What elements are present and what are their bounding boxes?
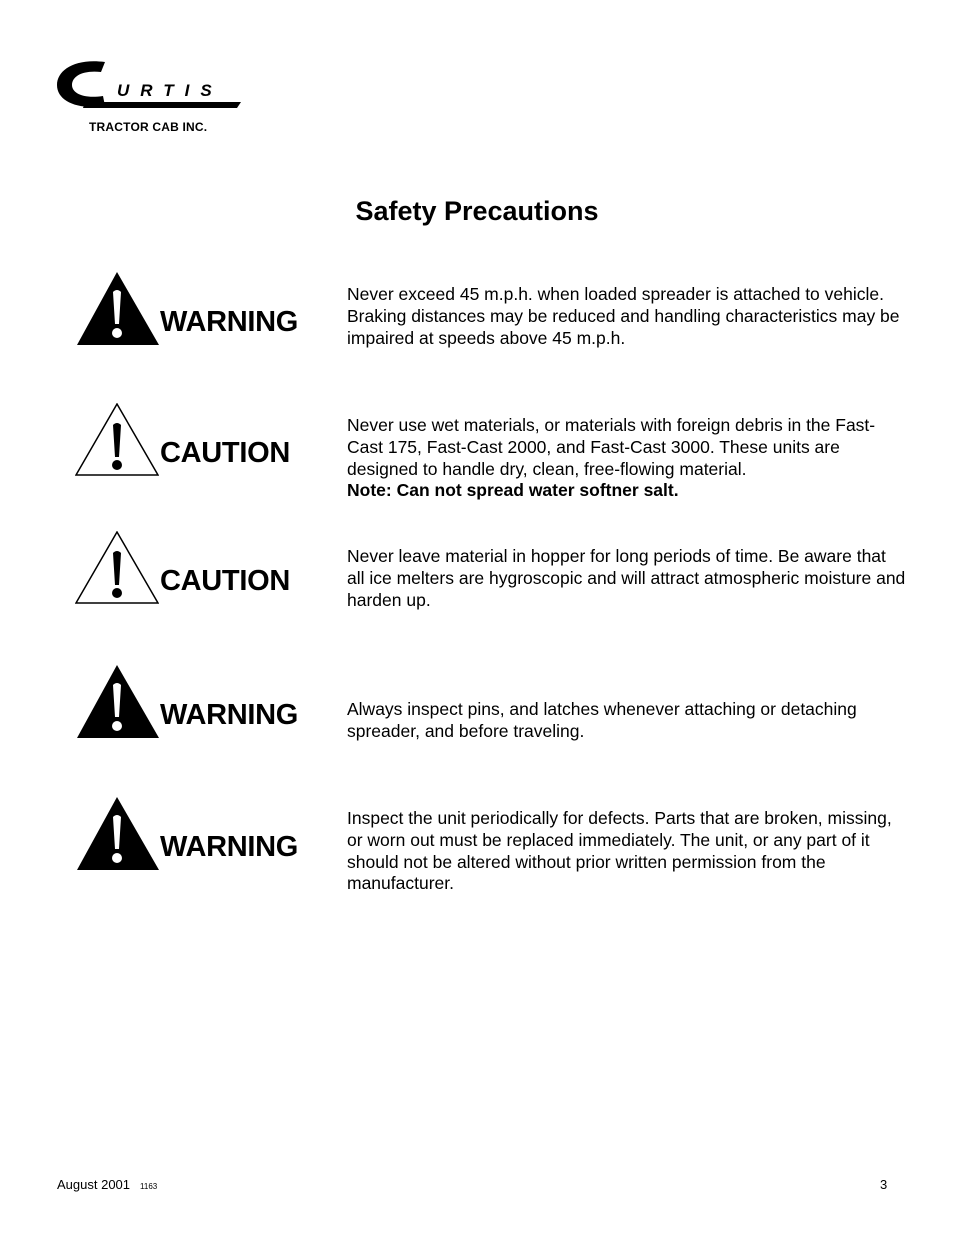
warning-triangle-filled-icon <box>75 665 159 741</box>
caution-sign <box>75 403 325 479</box>
warning-sign <box>75 665 325 741</box>
curtis-logo-mark <box>55 58 245 118</box>
warning-sign <box>75 797 325 873</box>
sign-label: WARNING <box>160 699 299 731</box>
warning-triangle-filled-icon <box>75 797 159 873</box>
page-number: 3 <box>880 1177 888 1192</box>
caution-triangle-outline-icon <box>75 531 159 607</box>
item-text: Inspect the unit periodically for defects. Parts that are broken, missing, or worn out must be replaced immediately. The unit, or any part of it should not be altered without prior written permission from the manufacturer. <box>347 808 892 894</box>
warning-sign <box>75 272 325 348</box>
footer-date-text: August 2001 <box>57 1177 131 1192</box>
warning-triangle-filled-icon <box>75 272 159 348</box>
item-text-block <box>347 699 907 743</box>
footer-date <box>57 1177 157 1192</box>
sign-label: WARNING <box>160 831 299 863</box>
sign-label: CAUTION <box>160 565 291 597</box>
logo-subtitle: TRACTOR CAB INC. <box>89 120 208 134</box>
item-text-block <box>347 415 907 502</box>
item-text-block <box>347 808 907 895</box>
item-text: Never exceed 45 m.p.h. when loaded spreader is attached to vehicle. Braking distances may be reduced and handling characteristics may be impaired at speeds above 45 m.p.h. <box>347 284 900 348</box>
item-text-block <box>347 546 907 611</box>
company-logo <box>55 58 245 138</box>
caution-sign <box>75 531 325 607</box>
item-text: Never leave material in hopper for long periods of time. Be aware that all ice melters are hygroscopic and will attract atmospheric moisture and harden up. <box>347 546 906 610</box>
footer-doc-code: 1163 <box>140 1182 158 1191</box>
item-text-block <box>347 284 907 349</box>
page-title: Safety Precautions <box>355 196 599 226</box>
item-text: Never use wet materials, or materials with foreign debris in the Fast-Cast 175, Fast-Cast 2000, and Fast-Cast 3000. These units are designed to handle dry, clean, free-flowing material. <box>347 415 876 479</box>
item-text: Always inspect pins, and latches whenever attaching or detaching spreader, and before traveling. <box>347 699 857 741</box>
logo-letters: URTIS <box>117 81 223 100</box>
item-note: Note: Can not spread water softner salt. <box>347 480 679 501</box>
sign-label: CAUTION <box>160 437 291 469</box>
caution-triangle-outline-icon <box>75 403 159 479</box>
sign-label: WARNING <box>160 306 299 338</box>
